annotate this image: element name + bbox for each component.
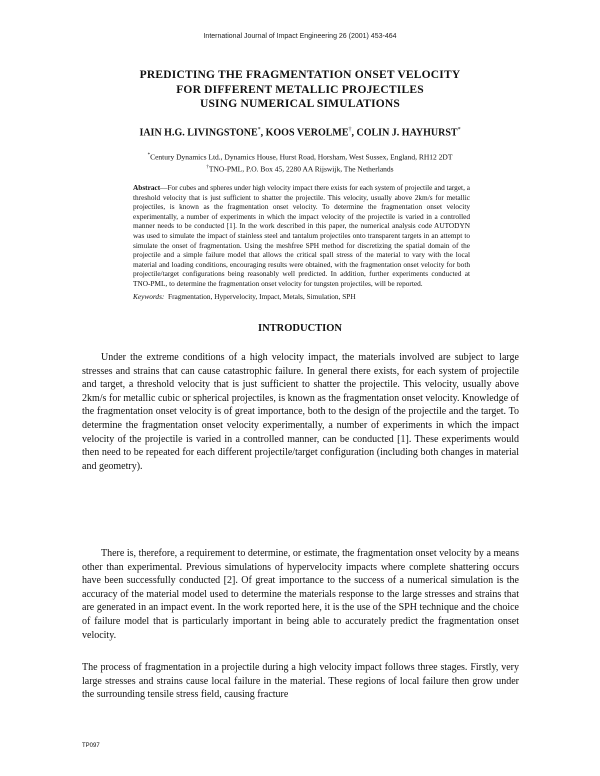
author-name: KOOS VEROLME <box>265 127 349 139</box>
title-line-1: PREDICTING THE FRAGMENTATION ONSET VELOCITY <box>139 69 461 81</box>
affiliation-text: Century Dynamics Ltd., Dynamics House, Hurst Road, Horsham, West Sussex, England, RH12 2DT <box>150 152 453 162</box>
author-list: IAIN H.G. LIVINGSTONE*, KOOS VEROLME†, COLIN J. HAYHURST* <box>139 127 461 139</box>
page-footer-code: TP097 <box>82 743 100 749</box>
affiliation-text: TNO-PML, P.O. Box 45, 2280 AA Rijswijk, The Netherlands <box>208 164 394 173</box>
affiliation-line <box>0 151 600 163</box>
keywords-text: Fragmentation, Hypervelocity, Impact, Metals, Simulation, SPH <box>168 292 356 301</box>
title-line-2: FOR DIFFERENT METALLIC PROJECTILES <box>176 83 424 96</box>
abstract <box>133 183 470 289</box>
body-paragraph: There is, therefore, a requirement to determine, or estimate, the fragmentation onset velocity by a means other than experimental. Previous simulations of hypervelocity impacts where complete shattering occurs have been successfully conducted [2]. Of great importance to the success of a numerical simulation is the accuracy of the material model used to determine the materials response to the large stresses and strains that are generated in an impact event. In the work reported here, it is the use of the SPH technique and the choice of failure model that is particularly important in being able to accurately predict the fragmentation onset velocity. <box>82 548 519 641</box>
affiliation-line <box>0 163 600 175</box>
abstract-text: —For cubes and spheres under high velocity impact there exists for each system of projectile and target, a threshold velocity that is just sufficient to shatter the projectile. This velocity, usually above 2km/s for metallic projectiles, is known as the fragmentation onset velocity. To determine the fragmentation onset velocity experimentally, a number of experiments in which the impact velocity of the projectile is varied in a controlled manner needs to be conducted [1]. In the work described in this paper, the numerical analysis code AUTODYN was used to simulate the impact of stainless steel and tantalum projectiles onto transparent targets in an attempt to simulate the onset of fragmentation. Using the meshfree SPH method for discretizing the spatial domain of the projectile and a simple failure model that allows the critical spall stress of the material to vary with the local material and loading conditions, encouraging results were obtained, with the fragmentation onset velocity for both projectile/target configurations being reasonably well predicted. In addition, further experiments conducted at TNO-PML, to determine the fragmentation onset velocity for tungsten projectiles, will be reported. <box>133 183 470 288</box>
author-name: IAIN H.G. LIVINGSTONE <box>139 127 258 139</box>
affiliation-mark: † <box>206 164 209 170</box>
keywords <box>133 292 470 301</box>
affiliations <box>0 151 600 174</box>
author-name: COLIN J. HAYHURST <box>356 127 458 139</box>
body-paragraph: Under the extreme conditions of a high velocity impact, the materials involved are subject to large stresses and strains that can cause catastrophic failure. In general there exists, for each system of projectile and target, a threshold velocity that is just sufficient to shatter the projectile. This velocity, usually above 2km/s for metallic cubic or spherical projectiles, is known as the fragmentation onset velocity. Knowledge of the fragmentation onset velocity is of great importance, both to the design of the projectile and the target. To determine the fragmentation onset velocity experimentally, a number of experiments in which the impact velocity of the projectile is varied in a controlled manner, can be conducted [1]. These experiments would then need to be repeated for each different projectile/target configuration (including both changes in material and geometry). <box>82 352 519 472</box>
title-line-3: USING NUMERICAL SIMULATIONS <box>199 98 401 110</box>
journal-header: International Journal of Impact Engineering 26 (2001) 453-464 <box>203 33 397 40</box>
author-mark: * <box>257 127 261 133</box>
paper-title <box>60 68 540 112</box>
keywords-label: Keywords: <box>133 292 165 301</box>
abstract-label: Abstract <box>133 183 161 192</box>
affiliation-mark: * <box>147 153 151 158</box>
section-heading: INTRODUCTION <box>257 323 342 334</box>
author-mark: * <box>457 127 461 133</box>
body-paragraph: The process of fragmentation in a projectile during a high velocity impact follows three stages. Firstly, very large stresses and strains cause local failure in the material. These regions of local failure then grow under the surrounding tensile stress field, causing fracture <box>82 662 519 701</box>
author-mark: † <box>348 127 352 133</box>
